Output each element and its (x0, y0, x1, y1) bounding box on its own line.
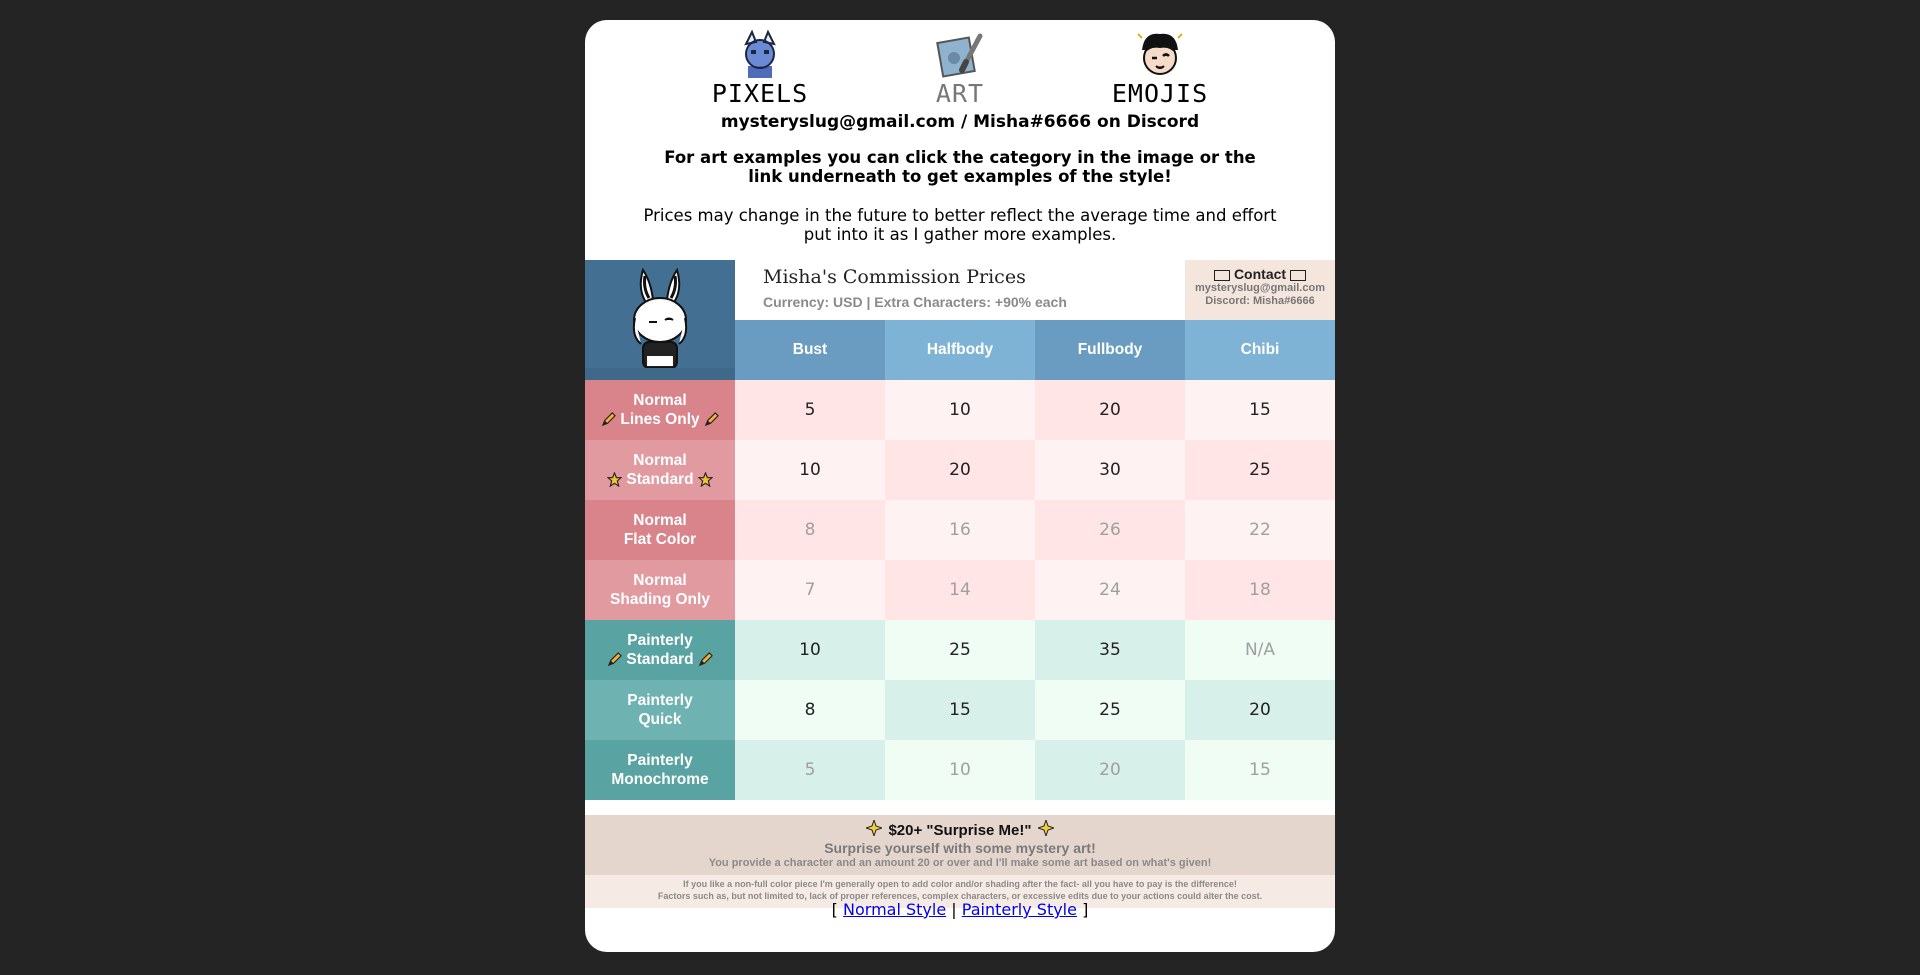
price-cell-halfbody: 10 (885, 740, 1035, 800)
price-cell-fullbody: 25 (1035, 680, 1185, 740)
price-cell-fullbody: 20 (1035, 380, 1185, 440)
sheet-header (735, 260, 1185, 320)
price-cell-fullbody: 35 (1035, 620, 1185, 680)
contact-title (1185, 266, 1335, 282)
category-nav (585, 20, 1335, 126)
row-header-line2 (601, 410, 718, 429)
link-separator: | (951, 900, 957, 919)
price-cell-chibi: 25 (1185, 440, 1335, 500)
footnote-line-2: Factors such as, but not limited to, lack of proper references, complex characters, or excessive edits due to your actions could alter the cost. (657, 891, 1263, 901)
contact-line: mysteryslug@gmail.com / Misha#6666 on Discord (720, 112, 1200, 132)
price-cell-bust: 10 (735, 440, 885, 500)
nav-emojis[interactable] (1110, 28, 1210, 108)
price-cell-bust: 5 (735, 380, 885, 440)
row-header-line2 (624, 530, 696, 549)
price-cell-bust: 7 (735, 560, 885, 620)
row-header-label: Flat Color (623, 531, 697, 548)
price-cell-bust: 5 (735, 740, 885, 800)
painterly-style-link[interactable]: Painterly Style (961, 900, 1077, 919)
price-cell-chibi: 18 (1185, 560, 1335, 620)
star-icon (698, 472, 713, 487)
picture-brush-icon (934, 28, 986, 80)
price-cell-chibi: 15 (1185, 740, 1335, 800)
normal-style-link[interactable]: Normal Style (843, 900, 947, 919)
surprise-description: You provide a character and an amount 20 or over and I'll make some art based on what's given! (708, 857, 1212, 869)
price-cell-chibi: N/A (1185, 620, 1335, 680)
pencil-icon (698, 652, 713, 667)
pencil-icon (601, 412, 616, 427)
price-cell-halfbody: 20 (885, 440, 1035, 500)
row-header-label: Quick (638, 711, 682, 728)
price-cell-chibi: 22 (1185, 500, 1335, 560)
row-header-line2 (610, 590, 710, 609)
pencil-icon (704, 412, 719, 427)
price-cell-fullbody: 26 (1035, 500, 1185, 560)
price-cell-chibi: 15 (1185, 380, 1335, 440)
price-cell-halfbody: 15 (885, 680, 1035, 740)
avatar (585, 260, 735, 380)
row-header-line1: Normal (633, 572, 687, 589)
nav-art[interactable] (910, 28, 1010, 108)
price-cell-halfbody: 16 (885, 500, 1035, 560)
mail-icon (1290, 270, 1306, 281)
price-cell-fullbody: 20 (1035, 740, 1185, 800)
contact-title-text: Contact (1233, 266, 1287, 282)
row-header-label: Standard (626, 471, 694, 488)
mail-icon (1214, 270, 1230, 281)
row-header-painterly-monochrome[interactable] (585, 740, 735, 800)
column-header-fullbody: Fullbody (1035, 320, 1185, 380)
price-sheet (585, 260, 1335, 901)
row-header-line2 (607, 470, 712, 489)
style-links (585, 900, 1335, 919)
bunny-character-icon (585, 260, 735, 380)
prices-note: Prices may change in the future to better reflect the average time and effort put into it as I gather more examples. (643, 206, 1277, 244)
row-header-normal-flat-color[interactable] (585, 500, 735, 560)
column-header-chibi: Chibi (1185, 320, 1335, 380)
row-header-label: Standard (626, 651, 694, 668)
contact-email: mysteryslug@gmail.com (1195, 282, 1325, 294)
price-cell-bust: 8 (735, 500, 885, 560)
commission-card (585, 20, 1335, 952)
price-cell-halfbody: 10 (885, 380, 1035, 440)
row-header-label: Monochrome (611, 771, 709, 788)
sheet-title: Misha's Commission Prices (763, 266, 1026, 288)
sparkle-icon (866, 820, 882, 840)
nav-pixels[interactable] (710, 28, 810, 108)
bracket-close: ] (1082, 900, 1089, 919)
row-header-line1: Painterly (627, 632, 693, 649)
column-header-bust: Bust (735, 320, 885, 380)
sparkle-icon (1038, 820, 1054, 840)
contact-box (1185, 260, 1335, 320)
price-cell-bust: 8 (735, 680, 885, 740)
surprise-me-banner (585, 815, 1335, 875)
price-cell-halfbody: 25 (885, 620, 1035, 680)
nav-art-label: ART (935, 79, 985, 108)
surprise-subtitle: Surprise yourself with some mystery art! (824, 840, 1096, 856)
pencil-icon (607, 652, 622, 667)
pixel-character-icon (734, 28, 786, 80)
row-header-line2 (611, 770, 708, 789)
price-cell-chibi: 20 (1185, 680, 1335, 740)
sheet-subtitle: Currency: USD | Extra Characters: +90% each (763, 294, 1067, 310)
row-header-line1: Painterly (627, 752, 693, 769)
star-icon (607, 472, 622, 487)
row-header-label: Shading Only (610, 591, 710, 608)
row-header-line1: Normal (633, 452, 687, 469)
row-header-normal-standard[interactable] (585, 440, 735, 500)
surprise-title-row (585, 820, 1335, 840)
row-header-line1: Normal (633, 392, 687, 409)
row-header-normal-shading-only[interactable] (585, 560, 735, 620)
price-cell-fullbody: 24 (1035, 560, 1185, 620)
footnote-line-1: If you like a non-full color piece I'm generally open to add color and/or shading after the fact- all you have to pay is the difference! (683, 879, 1237, 889)
row-header-normal-lines-only[interactable] (585, 380, 735, 440)
row-header-painterly-standard[interactable] (585, 620, 735, 680)
column-header-halfbody: Halfbody (885, 320, 1035, 380)
row-header-line2 (607, 650, 712, 669)
price-cell-halfbody: 14 (885, 560, 1035, 620)
nav-emojis-label: EMOJIS (1111, 79, 1209, 108)
contact-discord: Discord: Misha#6666 (1205, 295, 1315, 307)
row-header-line1: Normal (633, 512, 687, 529)
bracket-open: [ (831, 900, 838, 919)
price-cell-fullbody: 30 (1035, 440, 1185, 500)
row-header-label: Lines Only (620, 411, 700, 428)
nav-pixels-label: PIXELS (711, 79, 809, 108)
price-cell-bust: 10 (735, 620, 885, 680)
emoji-face-icon (1134, 28, 1186, 80)
examples-note: For art examples you can click the category in the image or the link underneath to get examples of the style! (664, 148, 1256, 186)
surprise-title: $20+ "Surprise Me!" (888, 821, 1032, 839)
row-header-line2 (638, 710, 681, 729)
row-header-line1: Painterly (627, 692, 693, 709)
row-header-painterly-quick[interactable] (585, 680, 735, 740)
